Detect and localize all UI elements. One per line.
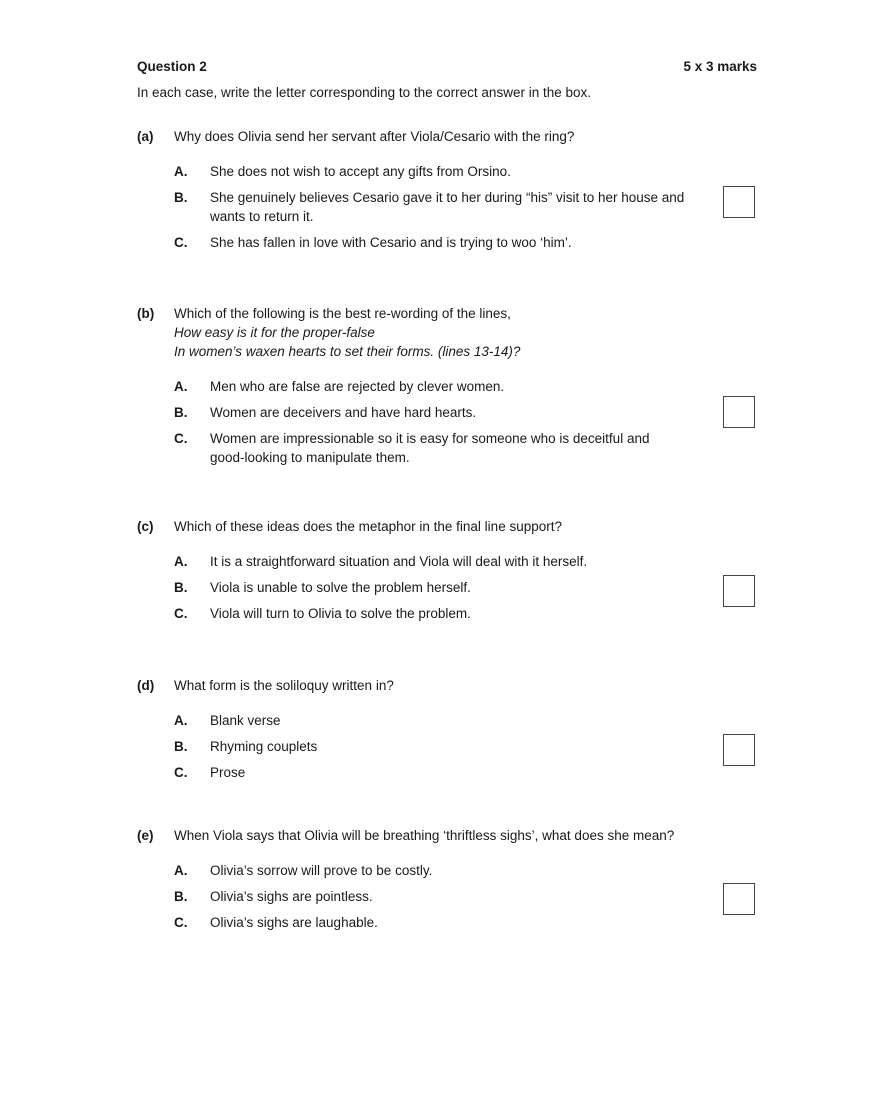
part-label: (c) (137, 519, 154, 534)
option-c (174, 233, 757, 252)
answer-box-c[interactable] (723, 575, 755, 607)
option-a (174, 552, 757, 571)
option-c (174, 429, 757, 467)
options-list (137, 552, 757, 623)
part-question: Which of these ideas does the metaphor in the final line support? (174, 519, 562, 534)
option-c (174, 913, 757, 932)
options-list (137, 861, 757, 932)
option-b (174, 578, 757, 597)
question-part-d (137, 676, 757, 789)
option-text: She genuinely believes Cesario gave it to her during “his” visit to her house and wants to return it. (210, 190, 685, 224)
part-question-block (174, 304, 757, 361)
options-list (137, 711, 757, 782)
part-question: Why does Olivia send her servant after Viola/Cesario with the ring? (174, 129, 575, 144)
option-letter: C. (174, 606, 188, 621)
part-question: Which of the following is the best re-wording of the lines, (174, 306, 511, 321)
question-part-e (137, 826, 757, 939)
option-a (174, 861, 757, 880)
option-c (174, 763, 757, 782)
option-letter: C. (174, 431, 188, 446)
question-part-a (137, 127, 757, 259)
option-letter: B. (174, 405, 188, 420)
option-a (174, 711, 757, 730)
part-label: (b) (137, 306, 155, 321)
option-letter: A. (174, 554, 188, 569)
quoted-line-2: In women’s waxen hearts to set their forms. (lines 13-14)? (174, 344, 521, 359)
option-text: Olivia’s sorrow will prove to be costly. (210, 863, 433, 878)
option-letter: B. (174, 190, 188, 205)
answer-box-e[interactable] (723, 883, 755, 915)
option-letter: A. (174, 713, 188, 728)
answer-box-d[interactable] (723, 734, 755, 766)
question-part-c (137, 517, 757, 630)
option-text: Rhyming couplets (210, 739, 318, 754)
option-text: She does not wish to accept any gifts from Orsino. (210, 164, 511, 179)
part-label: (d) (137, 678, 155, 693)
option-c (174, 604, 757, 623)
option-letter: B. (174, 580, 188, 595)
answer-box-b[interactable] (723, 396, 755, 428)
quoted-line-1: How easy is it for the proper-false (174, 325, 375, 340)
option-a (174, 162, 757, 181)
option-text: Viola will turn to Olivia to solve the problem. (210, 606, 471, 621)
option-letter: A. (174, 164, 188, 179)
option-b (174, 887, 757, 906)
option-a (174, 377, 757, 396)
options-list (137, 377, 757, 467)
option-b (174, 737, 757, 756)
options-list (137, 162, 757, 252)
option-letter: C. (174, 765, 188, 780)
part-question: When Viola says that Olivia will be breathing ‘thriftless sighs’, what does she mean? (174, 828, 675, 843)
option-text: Prose (210, 765, 246, 780)
part-label: (e) (137, 828, 154, 843)
option-letter: B. (174, 739, 188, 754)
option-b (174, 403, 757, 422)
option-text: Olivia’s sighs are pointless. (210, 889, 373, 904)
option-letter: C. (174, 915, 188, 930)
part-label: (a) (137, 129, 154, 144)
option-text: Women are deceivers and have hard hearts. (210, 405, 477, 420)
option-letter: C. (174, 235, 188, 250)
instructions-text: In each case, write the letter corresponding to the correct answer in the box. (137, 85, 591, 100)
question-title: Question 2 (137, 59, 207, 74)
option-letter: B. (174, 889, 188, 904)
option-text: Women are impressionable so it is easy for someone who is deceitful and good-looking to manipulate them. (210, 431, 650, 465)
question-header (137, 59, 757, 74)
option-b (174, 188, 757, 226)
option-letter: A. (174, 379, 188, 394)
question-part-b (137, 304, 757, 474)
option-text: Viola is unable to solve the problem herself. (210, 580, 471, 595)
option-text: Olivia’s sighs are laughable. (210, 915, 378, 930)
part-question: What form is the soliloquy written in? (174, 678, 394, 693)
marks-label: 5 x 3 marks (683, 59, 757, 74)
option-letter: A. (174, 863, 188, 878)
option-text: It is a straightforward situation and Viola will deal with it herself. (210, 554, 588, 569)
option-text: Men who are false are rejected by clever women. (210, 379, 505, 394)
answer-box-a[interactable] (723, 186, 755, 218)
option-text: Blank verse (210, 713, 281, 728)
option-text: She has fallen in love with Cesario and is trying to woo ‘him’. (210, 235, 572, 250)
